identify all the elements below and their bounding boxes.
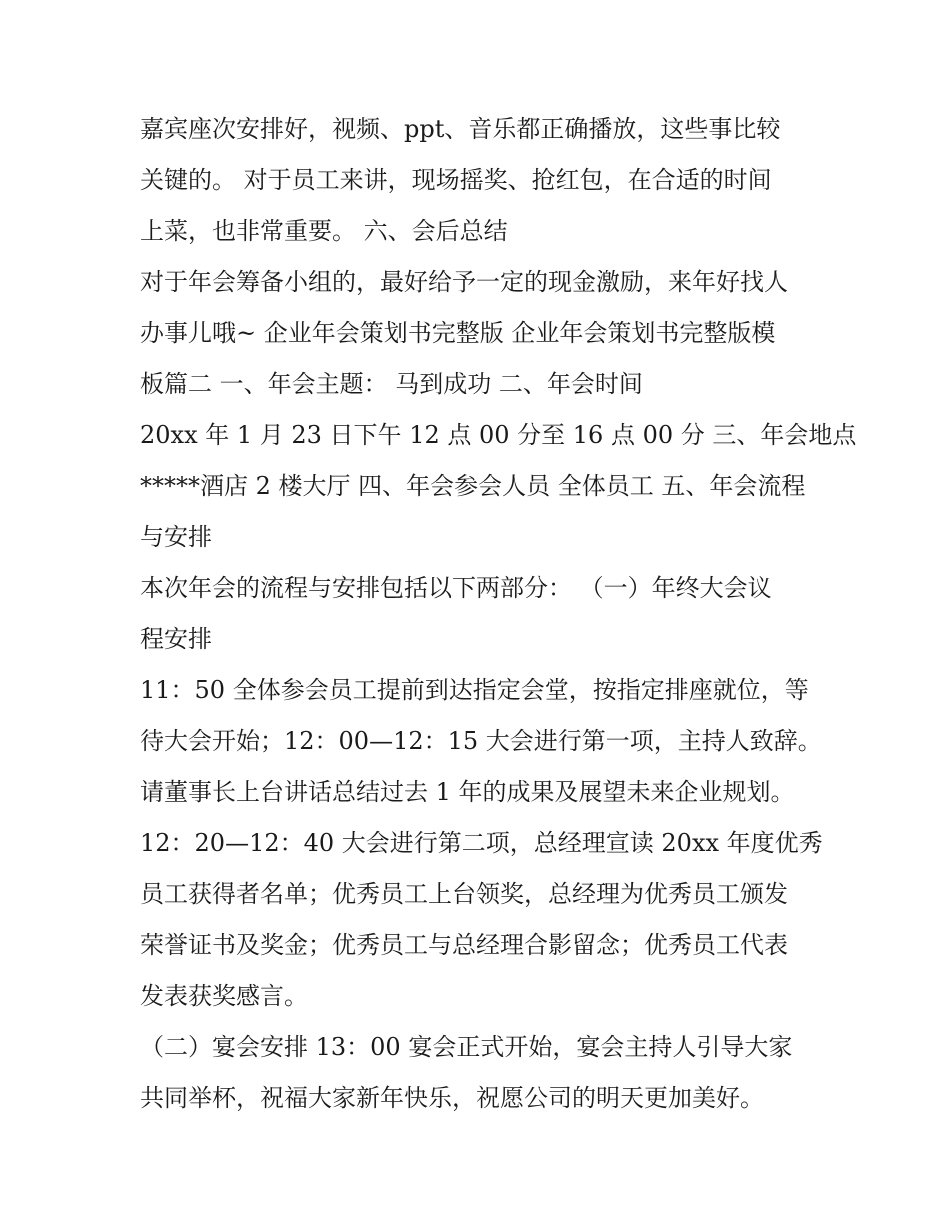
text-line: 程安排: [140, 625, 212, 653]
text-line: 12：20—12：40 大会进行第二项，总经理宣读 20xx 年度优秀: [140, 829, 823, 857]
text-line: 11：50 全体参会员工提前到达指定会堂，按指定排座就位，等: [140, 676, 809, 704]
text-line: （二）宴会安排 13：00 宴会正式开始，宴会主持人引导大家: [140, 1033, 793, 1061]
text-line: 共同举杯，祝福大家新年快乐，祝愿公司的明天更加美好。: [140, 1084, 764, 1112]
text-line: 本次年会的流程与安排包括以下两部分： （一）年终大会议: [140, 574, 772, 602]
text-line: 嘉宾座次安排好，视频、ppt、音乐都正确播放，这些事比较: [140, 115, 781, 143]
text-line: 板篇二 一、年会主题： 马到成功 二、年会时间: [140, 370, 643, 398]
text-line: 上菜，也非常重要。 六、会后总结: [140, 217, 508, 245]
text-line: 办事儿哦~ 企业年会策划书完整版 企业年会策划书完整版模: [140, 319, 776, 347]
text-line: *****酒店 2 楼大厅 四、年会参会人员 全体员工 五、年会流程: [140, 472, 806, 500]
text-line: 待大会开始；12：00—12：15 大会进行第一项，主持人致辞。: [140, 727, 822, 755]
text-line: 与安排: [140, 523, 212, 551]
text-line: 员工获得者名单；优秀员工上台领奖，总经理为优秀员工颁发: [140, 880, 788, 908]
document-body: [140, 104, 857, 1124]
text-line: 荣誉证书及奖金；优秀员工与总经理合影留念；优秀员工代表: [140, 931, 788, 959]
text-line: 关键的。 对于员工来讲，现场摇奖、抢红包，在合适的时间: [140, 166, 772, 194]
text-line: 20xx 年 1 月 23 日下午 12 点 00 分至 16 点 00 分 三、年会地点: [140, 421, 857, 449]
text-line: 对于年会筹备小组的，最好给予一定的现金激励，来年好找人: [140, 268, 788, 296]
text-line: 请董事长上台讲话总结过去 1 年的成果及展望未来企业规划。: [140, 778, 795, 806]
text-line: 发表获奖感言。: [140, 982, 308, 1010]
